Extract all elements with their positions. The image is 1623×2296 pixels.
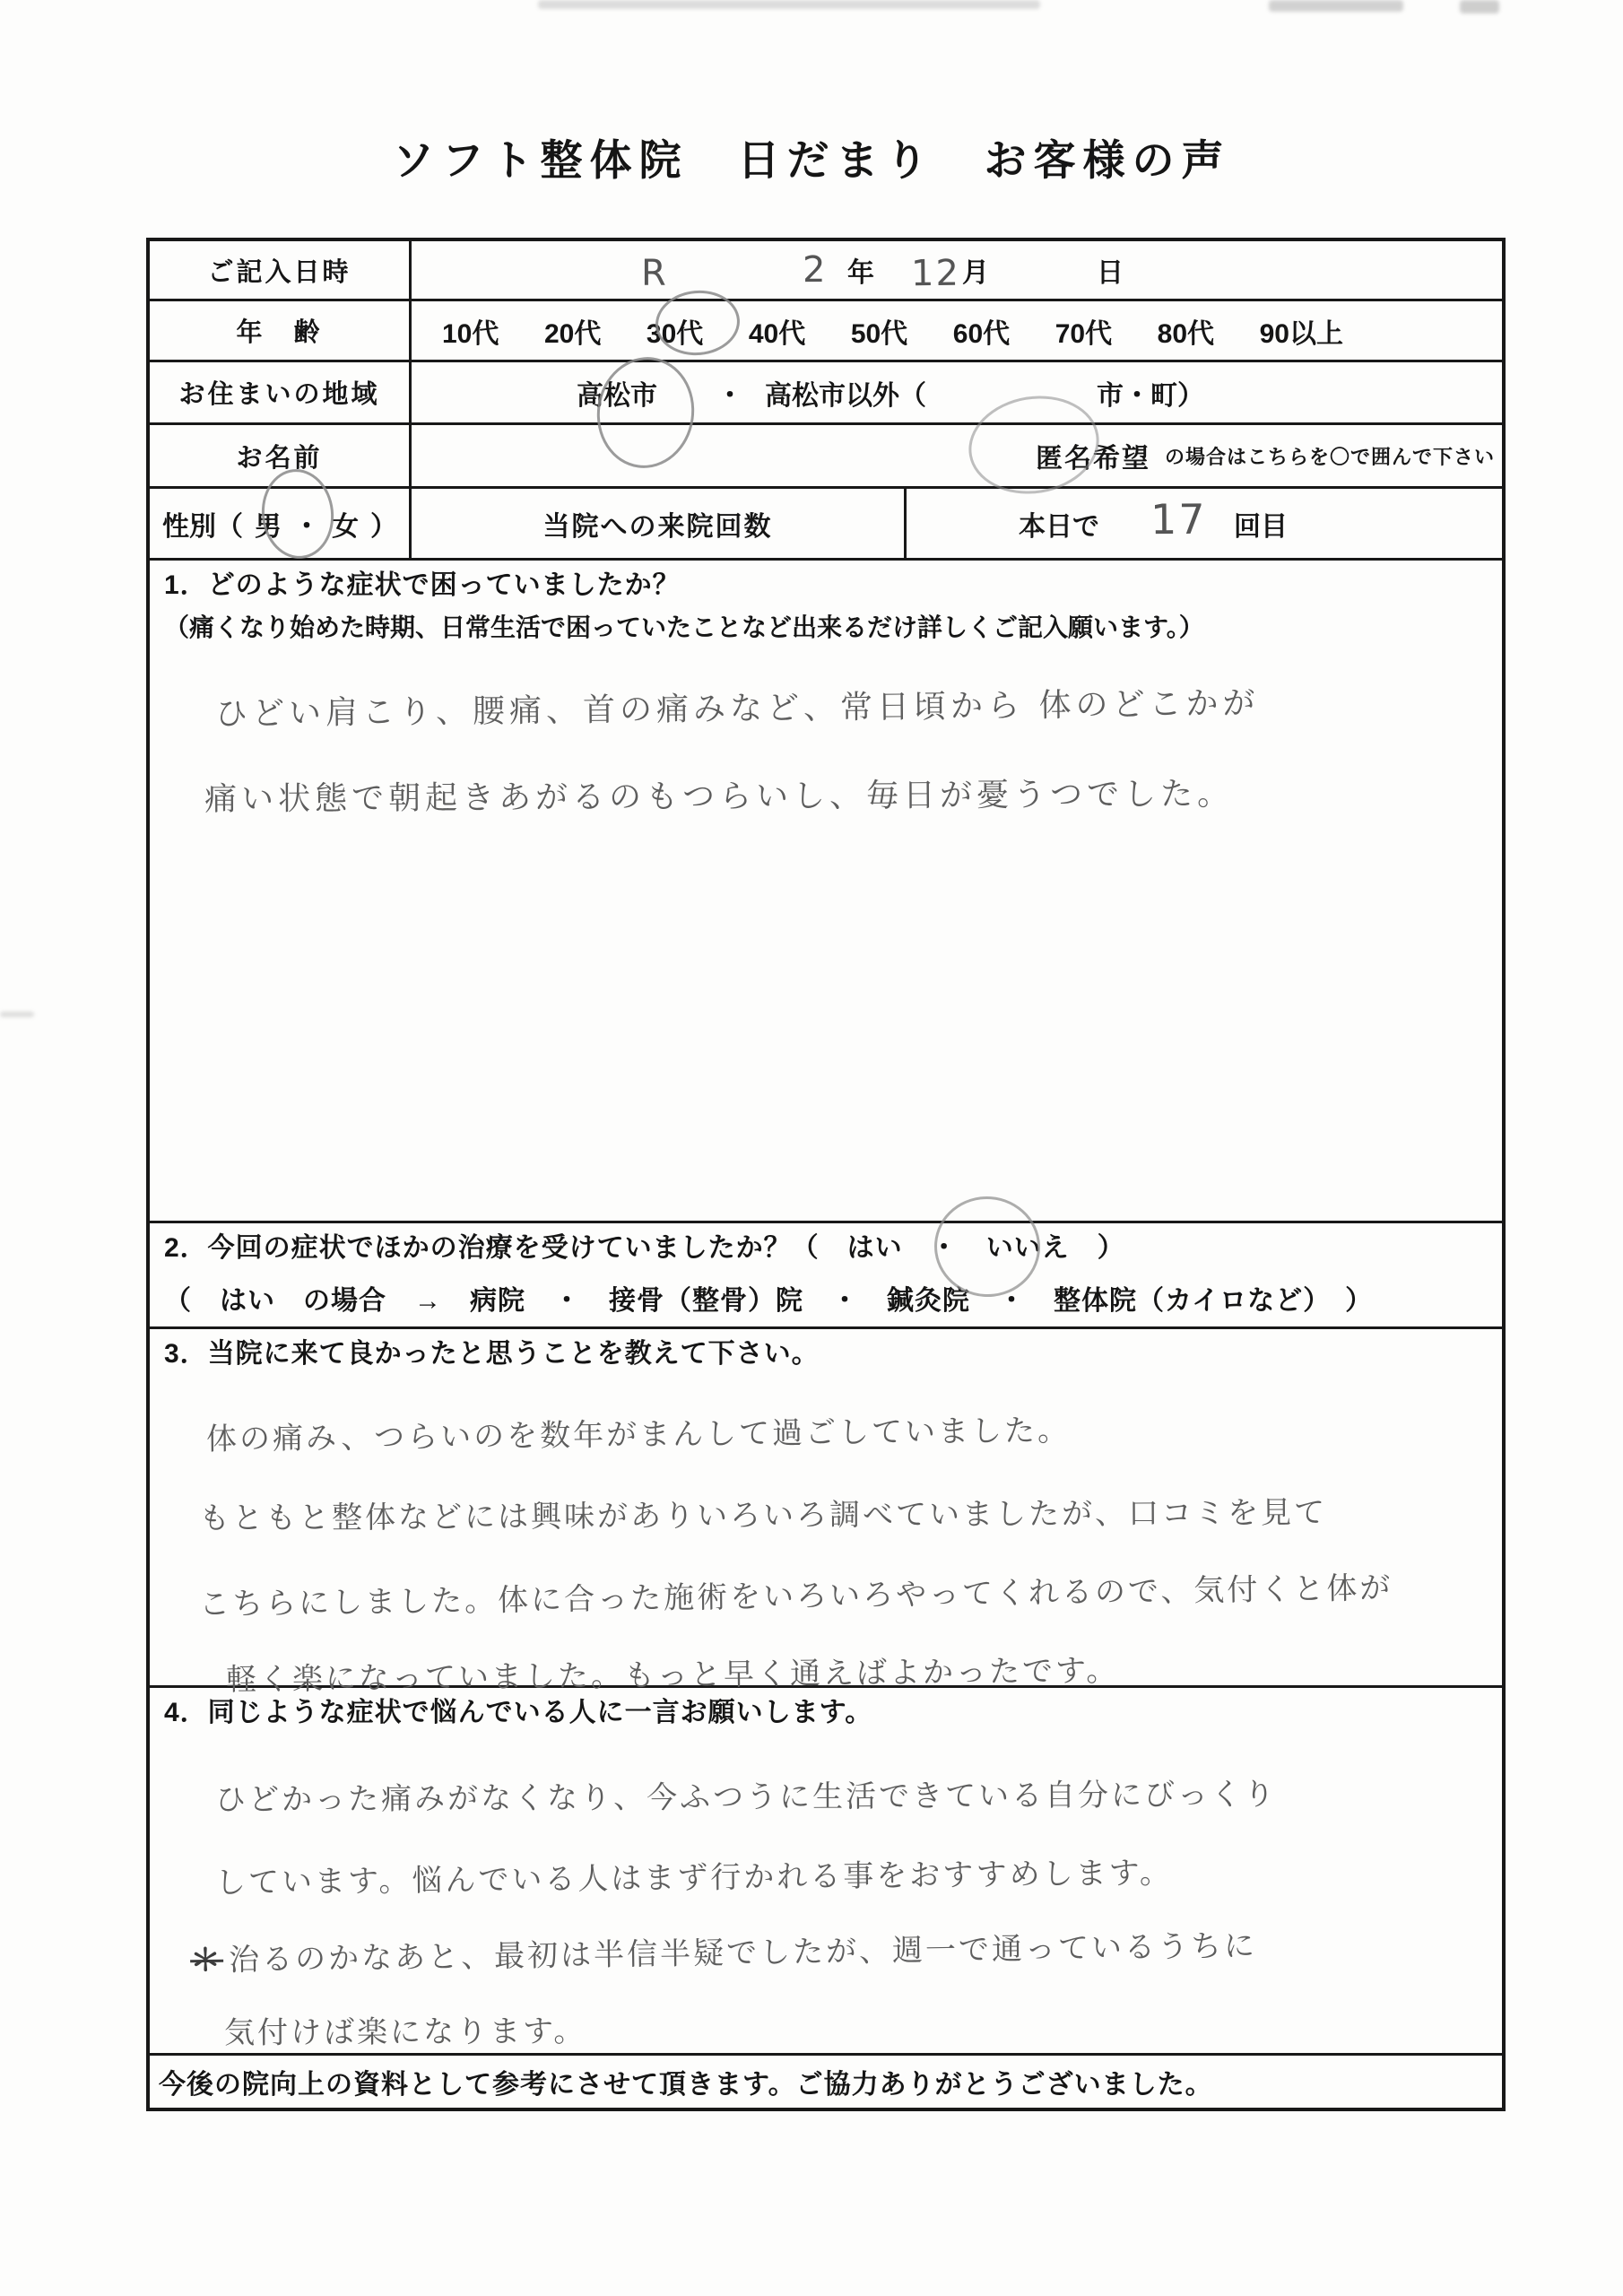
scribbled-out-character: ＊ (189, 1942, 224, 1979)
age-option: 70代 (1055, 318, 1113, 349)
handwriting-era: R (641, 253, 668, 294)
area-out-suffix: 市・町） (1097, 380, 1204, 411)
q1-answer-line: ひどい肩こり、腰痛、首の痛みなど、常日頃から 体のどこかが (214, 684, 1260, 734)
gender-option-female: 女 (332, 511, 359, 542)
age-row (150, 301, 1502, 362)
age-option: 50代 (850, 318, 908, 349)
q3-answer-line: 体の痛み、つらいのを数年がまんして過ごしていました。 (205, 1412, 1072, 1458)
area-content (412, 362, 1502, 422)
age-option: 20代 (543, 318, 602, 349)
gender-option-male: 男 (255, 511, 282, 542)
anonymous-note: の場合はこちらを〇で囲んで下さい (1164, 445, 1495, 468)
question2-options-line: （ はい の場合 → 病院 ・ 接骨（整骨）院 ・ 鍼灸院 ・ 整体院（カイロなど） ） (164, 1286, 1374, 1316)
day-unit: 日 (1097, 258, 1124, 288)
q4-answer-line: 気付けば楽になります。 (223, 2013, 587, 2052)
age-label: 年 齢 (150, 301, 412, 360)
area-label: お住まいの地域 (150, 362, 412, 422)
handwriting-month: 12 (910, 252, 961, 295)
q4-answer-line-text: 治るのかなあと、最初は半信半疑でしたが、週一で通っているうちに (228, 1927, 1258, 1979)
q3-answer-line: こちらにしました。体に合った施術をいろいろやってくれるので、気付くと体が (198, 1570, 1393, 1623)
question1-section (150, 561, 1502, 1223)
feedback-form-table (146, 238, 1506, 2111)
scan-smudge (538, 0, 1040, 9)
area-option-out-city: 高松市以外（ (765, 380, 926, 411)
age-option: 60代 (952, 318, 1011, 349)
name-label: お名前 (150, 425, 412, 486)
age-options (442, 301, 1343, 360)
gender-prefix: 性別（ (162, 511, 243, 542)
age-option: 90以上 (1259, 318, 1343, 349)
year-unit: 年 (847, 258, 874, 288)
gender-separator: ・ (293, 511, 320, 542)
question1-note: （痛くなり始めた時期、日常生活で困っていたことなど出来るだけ詳しくご記入願います。） (164, 613, 1204, 641)
age-option: 80代 (1157, 318, 1215, 349)
area-row (150, 362, 1502, 425)
age-option: 40代 (748, 318, 806, 349)
gender-visits-row (150, 489, 1502, 561)
area-separator: ・ (716, 380, 743, 411)
age-option-selected: 30代 (646, 318, 704, 349)
q3-answer-line: もともと整体などには興味がありいろいろ調べていましたが、口コミを見て (198, 1494, 1328, 1537)
handwriting-year: 2 (802, 248, 828, 291)
anonymous-cluster (412, 425, 1502, 486)
name-row (150, 425, 1502, 489)
age-option: 10代 (442, 318, 499, 349)
scan-smudge (1460, 0, 1499, 13)
handwriting-visit-count: 17 (1150, 494, 1207, 544)
question2-heading-suffix: ） (1069, 1233, 1125, 1263)
question2-heading (164, 1231, 1488, 1265)
question2-option-no: いいえ (985, 1233, 1070, 1263)
name-content (412, 425, 1502, 486)
scan-smudge (1269, 0, 1403, 12)
question4-heading: 4．同じような症状で悩んでいる人に一言お願いします。 (164, 1698, 873, 1727)
question2-section (150, 1223, 1502, 1329)
question3-heading: 3．当院に来て良かったと思うことを教えて下さい。 (164, 1339, 820, 1369)
footer-text: 今後の院向上の資料として参考にさせて頂きます。ご協力ありがとうございました。 (159, 2070, 1213, 2100)
q1-answer-line: 痛い状態で朝起きあがるのもつらいし、毎日が憂うつでした。 (204, 775, 1235, 819)
q3-answer-line: 軽く楽になっていました。もっと早く通えばよかったです。 (225, 1652, 1120, 1699)
month-unit: 月 (962, 258, 989, 288)
visits-suffix: 回目 (1234, 511, 1288, 542)
visits-prefix: 本日で (1019, 511, 1099, 542)
question2-heading-prefix: 2．今回の症状でほかの治療を受けていましたか？（ はい ・ (164, 1233, 986, 1263)
anonymous-option: 匿名希望 (1035, 444, 1150, 474)
area-option-in-city: 高松市 (577, 380, 657, 411)
q4-answer-line: しています。悩んでいる人はまず行かれる事をおすすめします。 (214, 1855, 1174, 1901)
visits-label: 当院への来院回数 (412, 489, 907, 558)
q4-answer-line: ひどかった痛みがなくなり、今ふつうに生活できている自分にびっくり (214, 1776, 1278, 1819)
page-title: ソフト整体院 日だまり お客様の声 (392, 136, 1231, 184)
date-label: ご記入日時 (150, 241, 412, 299)
age-content (412, 301, 1502, 360)
gender-suffix: ） (370, 511, 397, 542)
footer-row (150, 2056, 1502, 2108)
scan-smudge (0, 1012, 34, 1017)
question1-heading: 1．どのような症状で困っていましたか？ (164, 570, 681, 600)
